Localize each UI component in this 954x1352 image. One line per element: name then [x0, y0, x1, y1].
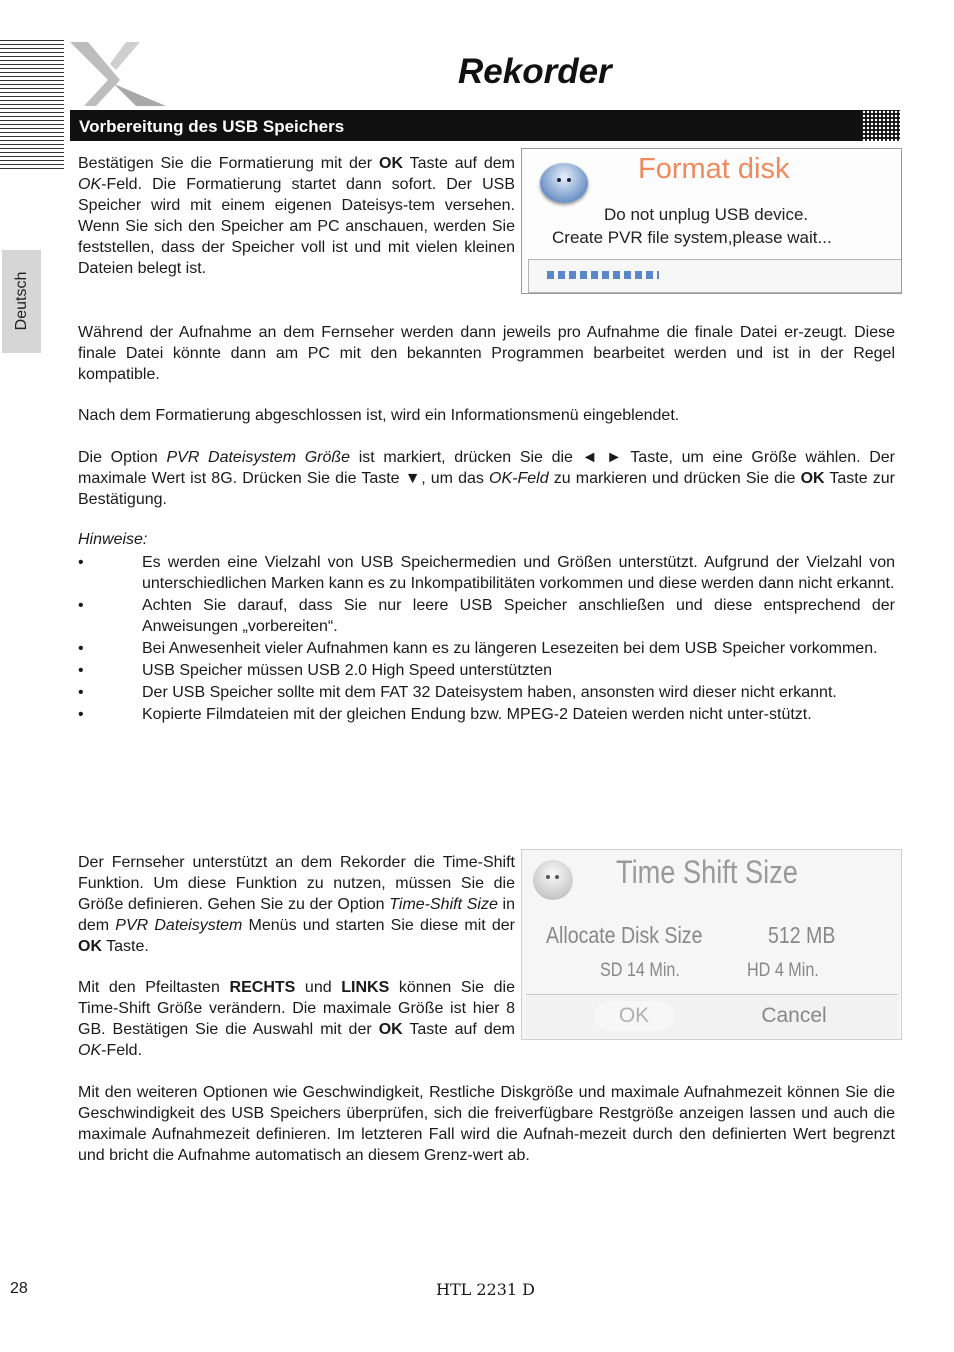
- allocate-disk-label: Allocate Disk Size: [546, 922, 703, 948]
- header-stripes-decoration: [0, 40, 64, 172]
- pvr-menu-label: PVR Dateisystem: [115, 917, 243, 934]
- text-run: Bestätigen Sie die Formatierung mit der: [78, 155, 380, 172]
- format-progress-bar: [528, 259, 902, 293]
- bullet-icon: •: [78, 706, 84, 723]
- dotted-pattern-decoration: [862, 110, 900, 141]
- language-side-tab: [2, 250, 41, 353]
- format-dialog-line1: Do not unplug USB device.: [604, 205, 809, 224]
- ok-key-label: OK: [379, 155, 404, 172]
- right-key-label: RECHTS: [229, 979, 296, 996]
- text-run: -Feld.: [101, 1042, 143, 1059]
- bullet-icon: •: [78, 597, 84, 614]
- dialog-button-row: [526, 994, 898, 1038]
- notes-list: [78, 552, 895, 726]
- section-header-bar: [70, 110, 900, 141]
- ok-button[interactable]: OK: [594, 1001, 674, 1031]
- text-run: zu markieren und drücken Sie die: [548, 470, 801, 487]
- brand-x-logo: [66, 40, 166, 108]
- text-run: Taste zur Bestätigung.: [78, 470, 895, 508]
- text-run: Taste auf dem: [403, 155, 516, 172]
- pvr-size-paragraph: [78, 447, 895, 510]
- text-run: Menüs und starten Sie diese mit der: [242, 917, 515, 934]
- bullet-icon: •: [78, 554, 84, 571]
- cancel-button[interactable]: Cancel: [761, 1004, 827, 1027]
- ok-key-label: OK: [800, 470, 825, 487]
- eye-right-icon: [555, 875, 559, 879]
- ok-key-label: OK: [78, 938, 102, 955]
- list-item: [78, 704, 895, 725]
- additional-options-paragraph: Mit den weiteren Optionen wie Geschwindigkeit, Restliche Diskgröße und maximale Aufnahmezeit können Sie die Geschwindigkeit des USB Speichers überprüfen, sich die freiverfügbare Restgröße anzeigen lassen und auch die maximale Aufnahmezeit definieren. Im letzteren Fall wird die Aufnah-mezeit durch den definierten Wert begrenzt und bricht die Aufnahme automatisch an diesem Grenz-wert ab.: [78, 1084, 895, 1164]
- format-dialog-line2: Create PVR file system,please wait...: [552, 228, 832, 247]
- sd-duration-text: SD 14 Min.: [600, 960, 680, 981]
- list-item-text: Bei Anwesenheit vieler Aufnahmen kann es zu längeren Lesezeiten bei dem USB Speicher vorkommen.: [142, 640, 878, 657]
- language-label: Deutsch: [13, 271, 30, 331]
- section-title: Vorbereitung des USB Speichers: [79, 117, 345, 136]
- timeshift-arrows-paragraph: [78, 977, 515, 1061]
- progress-fill: [547, 271, 659, 279]
- list-item: [78, 660, 895, 681]
- recording-info-paragraph: Während der Aufnahme an dem Fernseher werden dann jeweils pro Aufnahme die finale Datei er-zeugt. Diese finale Datei könnte dann am PC mit den bekannten Programmen bearbeitet werden und ist in der Regel kompatible.: [78, 324, 895, 383]
- text-run: Taste.: [102, 938, 149, 955]
- left-key-label: LINKS: [341, 979, 390, 996]
- list-item: [78, 552, 895, 594]
- timeshift-option-label: Time-Shift Size: [389, 896, 498, 913]
- timeshift-dialog-screenshot: [521, 849, 902, 1040]
- text-run: Taste auf dem: [402, 1021, 516, 1038]
- format-dialog-title: Format disk: [638, 153, 790, 185]
- list-item-text: Kopierte Filmdateien mit der gleichen Endung bzw. MPEG-2 Dateien werden nicht unter-stützt.: [142, 706, 812, 723]
- bullet-icon: •: [78, 640, 84, 657]
- bullet-icon: •: [78, 662, 84, 679]
- info-bubble-icon: [540, 163, 588, 203]
- format-confirm-paragraph: [78, 153, 515, 279]
- text-run: und: [295, 979, 342, 996]
- page-title: Rekorder: [458, 52, 612, 91]
- text-run: -Feld. Die Formatierung startet dann sofort. Der USB Speicher wird mit einem eigenen Dateisys-tem versehen. Wenn Sie sich den Speicher am PC anschauen, werden Sie feststellen, dass der Speicher voll ist und mit vielen kleinen Dateien belegt ist.: [78, 176, 515, 277]
- text-run: können Sie die Time-Shift Größe verändern. Die maximale Größe ist hier 8 GB. Bestätigen Sie die Auswahl mit der: [78, 979, 516, 1038]
- list-item: [78, 682, 895, 703]
- eye-right-icon: [567, 178, 571, 182]
- list-item: [78, 638, 895, 659]
- ok-field-label: OK-Feld: [489, 470, 549, 487]
- list-item-text: Achten Sie darauf, dass Sie nur leere USB Speicher anschließen und diese entsprechend der Anweisungen „vorbereiten“.: [142, 597, 895, 635]
- list-item-text: USB Speicher müssen USB 2.0 High Speed unterstützten: [142, 662, 552, 679]
- eye-left-icon: [546, 875, 550, 879]
- hd-duration-text: HD 4 Min.: [747, 960, 819, 981]
- text-run: ist markiert, drücken Sie die ◄ ► Taste, um eine Größe wählen. Der maximale Wert ist 8G. Drücken Sie die Taste ▼, um das: [78, 449, 896, 487]
- info-bubble-icon: [533, 860, 573, 900]
- text-run: Die Option: [78, 449, 167, 466]
- list-item-text: Der USB Speicher sollte mit dem FAT 32 Dateisystem haben, ansonsten wird dieser nicht erkannt.: [142, 684, 837, 701]
- eye-left-icon: [557, 178, 561, 182]
- list-item-text: Es werden eine Vielzahl von USB Speichermedien und Größen unterstützt. Aufgrund der Vielzahl von unterschiedlichen Marken kann es zu Inkompatibilitäten vorkommen und diese werden dann nicht erkannt.: [142, 554, 895, 592]
- pvr-option-label: PVR Dateisystem Größe: [166, 449, 351, 466]
- text-run: Mit den Pfeiltasten: [78, 979, 230, 996]
- timeshift-intro-paragraph: [78, 852, 515, 957]
- text-run: in dem: [78, 896, 515, 934]
- info-menu-paragraph: Nach dem Formatierung abgeschlossen ist, wird ein Informationsmenü eingeblendet.: [78, 407, 680, 424]
- text-run: Der Fernseher unterstützt an dem Rekorder die Time-Shift Funktion. Um diese Funktion zu nutzen, müssen Sie die Größe definieren. Gehen Sie zu der Option: [78, 854, 515, 913]
- page-number: 28: [10, 1280, 28, 1297]
- format-disk-dialog-screenshot: [521, 148, 902, 294]
- bullet-icon: •: [78, 684, 84, 701]
- ok-field-label: OK: [78, 176, 102, 193]
- notes-heading: Hinweise:: [78, 531, 148, 548]
- model-name: HTL 2231 D: [436, 1280, 535, 1299]
- ok-key-label: OK: [378, 1021, 403, 1038]
- timeshift-dialog-title: Time Shift Size: [616, 854, 798, 890]
- allocate-disk-value: 512 MB: [768, 922, 836, 948]
- ok-field-label: OK: [78, 1042, 102, 1059]
- list-item: [78, 595, 895, 637]
